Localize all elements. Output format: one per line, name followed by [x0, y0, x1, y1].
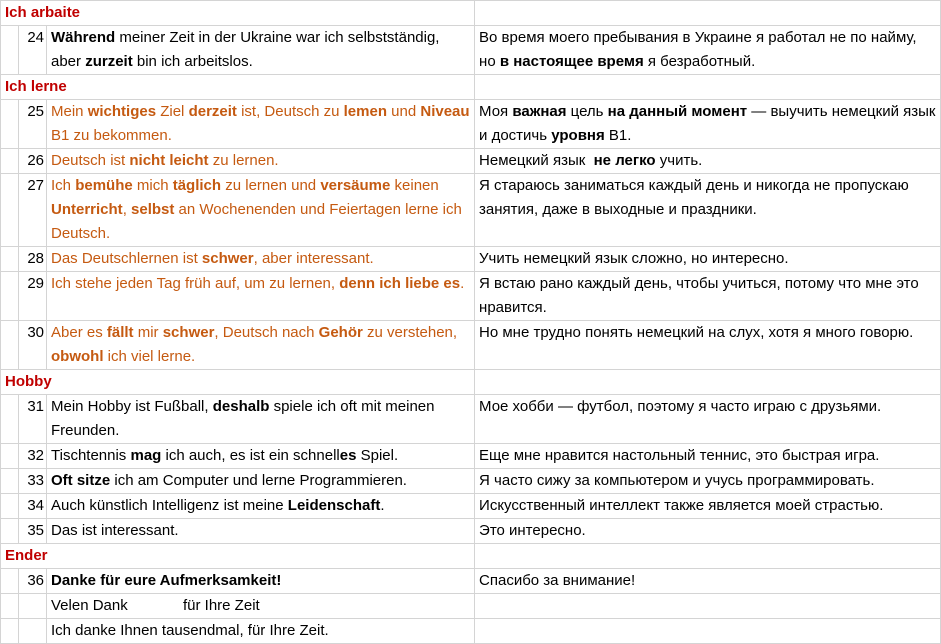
bold-word: zurzeit	[85, 53, 133, 70]
row-number[interactable]: 28	[19, 247, 47, 272]
table-row	[1, 272, 941, 321]
german-text-cell[interactable]	[47, 149, 475, 174]
table-row	[1, 247, 941, 272]
text-part: цель	[566, 103, 608, 120]
bold-word: Leidenschaft	[287, 497, 381, 514]
text-part: Tischtennis	[51, 447, 131, 464]
text-part: bin ich arbeitslos.	[132, 53, 253, 70]
section-title-ender[interactable]: Ender	[1, 544, 475, 569]
empty-cell[interactable]	[1, 494, 19, 519]
text-part: zu lernen und	[221, 177, 321, 194]
text-part: Deutsch ist	[51, 152, 130, 169]
section-title-ich-arbaite[interactable]: Ich arbaite	[1, 1, 475, 26]
row-number[interactable]: 27	[19, 174, 47, 247]
table-row	[1, 321, 941, 370]
text-part: mich	[132, 177, 173, 194]
german-text-cell[interactable]	[47, 247, 475, 272]
empty-cell[interactable]	[1, 26, 19, 75]
empty-cell[interactable]	[1, 519, 19, 544]
text-part: Das Deutschlernen ist	[51, 250, 202, 267]
german-text-cell[interactable]	[47, 26, 475, 75]
text-part: Mein	[51, 103, 88, 120]
row-number[interactable]: 35	[19, 519, 47, 544]
german-text-cell[interactable]	[47, 494, 475, 519]
russian-text-cell[interactable]: Еще мне нравится настольный теннис, это быстрая игра.	[475, 444, 941, 469]
bold-word: nicht leicht	[129, 152, 209, 169]
russian-text-cell[interactable]: Я часто сижу за компьютером и учусь программировать.	[475, 469, 941, 494]
table-row	[1, 149, 941, 174]
text-part: zu lernen.	[208, 152, 279, 169]
table-row	[1, 469, 941, 494]
bold-word: schwer	[201, 250, 254, 267]
german-text-cell[interactable]: Das ist interessant.	[47, 519, 475, 544]
text-part: Немецкий язык	[479, 152, 594, 169]
text-part: Моя	[479, 103, 513, 120]
row-number[interactable]: 29	[19, 272, 47, 321]
row-number[interactable]: 30	[19, 321, 47, 370]
empty-cell[interactable]	[1, 174, 19, 247]
bold-word: wichtiges	[87, 103, 157, 120]
german-text-cell[interactable]	[47, 272, 475, 321]
empty-cell[interactable]	[1, 594, 19, 619]
text-part: mir	[133, 324, 163, 341]
bold-word: Niveau	[420, 103, 470, 120]
text-part: und	[387, 103, 421, 120]
empty-cell[interactable]	[475, 1, 941, 26]
text-part: Spiel.	[356, 447, 399, 464]
empty-cell[interactable]	[475, 619, 941, 644]
russian-text-cell[interactable]: Учить немецкий язык сложно, но интересно.	[475, 247, 941, 272]
section-row-hobby	[1, 370, 941, 395]
russian-text-cell[interactable]: Спасибо за внимание!	[475, 569, 941, 594]
text-part: .	[380, 497, 385, 514]
text-part: Auch künstlich Intelligenz ist meine	[51, 497, 288, 514]
text-part: , aber interessant.	[253, 250, 374, 267]
german-text-cell[interactable]	[47, 395, 475, 444]
text-part: Velen Dank	[51, 597, 128, 614]
german-text-cell[interactable]	[47, 321, 475, 370]
bold-word: deshalb	[212, 398, 270, 415]
bold-word: Gehör	[318, 324, 363, 341]
text-part: keinen	[390, 177, 439, 194]
bold-word: на данный момент	[607, 103, 748, 120]
bold-word: täglich	[172, 177, 222, 194]
empty-cell[interactable]	[475, 544, 941, 569]
table-row	[1, 619, 941, 644]
text-part: an Wochenenden und Feiertagen lerne ich Deutsch.	[51, 201, 462, 242]
text-part: meiner Zeit in der Ukraine war ich selbstständig, aber	[51, 29, 440, 70]
row-number[interactable]: 34	[19, 494, 47, 519]
section-row-ich-arbaite	[1, 1, 941, 26]
text-part: .	[460, 275, 465, 292]
text-part: zu verstehen,	[362, 324, 458, 341]
empty-cell[interactable]	[1, 321, 19, 370]
german-text-cell[interactable]	[47, 594, 475, 619]
text-part: , Deutsch nach	[214, 324, 319, 341]
text-part: я безработный.	[643, 53, 756, 70]
german-text-cell[interactable]	[47, 100, 475, 149]
text-part: B1.	[604, 127, 632, 144]
empty-cell[interactable]	[1, 100, 19, 149]
russian-text-cell[interactable]: Мое хобби — футбол, поэтому я часто играю с друзьями.	[475, 395, 941, 444]
empty-cell[interactable]	[1, 247, 19, 272]
german-text-cell[interactable]	[47, 444, 475, 469]
russian-text-cell[interactable]: Но мне трудно понять немецкий на слух, хотя я много говорю.	[475, 321, 941, 370]
bold-word: selbst	[131, 201, 175, 218]
text-part: ist, Deutsch zu	[236, 103, 344, 120]
empty-cell[interactable]	[19, 619, 47, 644]
bold-word: lemen	[343, 103, 387, 120]
bold-word: Unterricht	[51, 201, 123, 218]
section-row-ich-lerne	[1, 75, 941, 100]
table-row	[1, 26, 941, 75]
table-row	[1, 569, 941, 594]
text-part: Ich stehe jeden Tag früh auf, um zu lernen,	[51, 275, 340, 292]
bold-word: denn ich liebe es	[339, 275, 461, 292]
text-part: für Ihre Zeit	[183, 597, 260, 614]
text-part: ,	[122, 201, 132, 218]
bold-word: derzeit	[188, 103, 237, 120]
empty-cell[interactable]	[19, 594, 47, 619]
row-number[interactable]: 36	[19, 569, 47, 594]
german-text-cell[interactable]: Ich danke Ihnen tausendmal, für Ihre Zeit.	[47, 619, 475, 644]
text-part: — выучить немецкий язык и достичь	[479, 103, 936, 144]
russian-text-cell[interactable]	[475, 100, 941, 149]
text-part: Aber es	[51, 324, 107, 341]
empty-cell[interactable]	[1, 444, 19, 469]
russian-text-cell[interactable]: Это интересно.	[475, 519, 941, 544]
row-number[interactable]: 24	[19, 26, 47, 75]
russian-text-cell[interactable]: Я встаю рано каждый день, чтобы учиться, потому что мне это нравится.	[475, 272, 941, 321]
text-part: ich viel lerne.	[103, 348, 196, 365]
text-part: Ziel	[156, 103, 189, 120]
table-row	[1, 494, 941, 519]
russian-text-cell[interactable]	[475, 26, 941, 75]
bold-word: не легко	[593, 152, 656, 169]
row-number[interactable]: 26	[19, 149, 47, 174]
bold-word: schwer	[162, 324, 215, 341]
text-part: ich am Computer und lerne Programmieren.	[110, 472, 407, 489]
bold-word: важная	[512, 103, 567, 120]
row-number[interactable]: 32	[19, 444, 47, 469]
russian-text-cell[interactable]: Искусственный интеллект также является моей страстью.	[475, 494, 941, 519]
section-title-ich-lerne[interactable]: Ich lerne	[1, 75, 475, 100]
bold-word: obwohl	[51, 348, 104, 365]
russian-text-cell[interactable]: Я стараюсь заниматься каждый день и никогда не пропускаю занятия, даже в выходные и праздники.	[475, 174, 941, 247]
german-text-cell[interactable]	[47, 174, 475, 247]
empty-cell[interactable]	[1, 272, 19, 321]
table-row	[1, 444, 941, 469]
empty-cell[interactable]	[1, 619, 19, 644]
empty-cell[interactable]	[1, 149, 19, 174]
table-row	[1, 174, 941, 247]
german-text-cell[interactable]	[47, 469, 475, 494]
bold-word: Danke für eure Aufmerksamkeit!	[51, 572, 282, 589]
table-row	[1, 100, 941, 149]
german-text-cell[interactable]	[47, 569, 475, 594]
table-row	[1, 519, 941, 544]
text-part: Ich	[51, 177, 76, 194]
bold-word: versäume	[320, 177, 391, 194]
section-title-hobby[interactable]: Hobby	[1, 370, 475, 395]
bold-word: bemühe	[75, 177, 133, 194]
table-row	[1, 395, 941, 444]
russian-text-cell[interactable]	[475, 149, 941, 174]
row-number[interactable]: 25	[19, 100, 47, 149]
empty-cell[interactable]	[475, 370, 941, 395]
text-part: учить.	[655, 152, 703, 169]
bold-word: es	[339, 447, 357, 464]
bold-word: fällt	[106, 324, 134, 341]
bold-word: уровня	[551, 127, 605, 144]
text-part: Mein Hobby ist Fußball,	[51, 398, 213, 415]
empty-cell[interactable]	[1, 469, 19, 494]
empty-cell[interactable]	[1, 569, 19, 594]
section-row-ender	[1, 544, 941, 569]
text-part: Во время моего пребывания в Украине я работал не по найму, но	[479, 29, 917, 70]
text-part: ich auch, es ist ein schnell	[161, 447, 340, 464]
row-number[interactable]: 31	[19, 395, 47, 444]
empty-cell[interactable]	[475, 75, 941, 100]
empty-cell[interactable]	[475, 594, 941, 619]
text-part: B1 zu bekommen.	[51, 127, 172, 144]
table-row	[1, 594, 941, 619]
bold-word: mag	[130, 447, 162, 464]
bold-word: Während	[51, 29, 116, 46]
bold-word: Oft sitze	[51, 472, 111, 489]
row-number[interactable]: 33	[19, 469, 47, 494]
bold-word: в настоящее время	[499, 53, 644, 70]
empty-cell[interactable]	[1, 395, 19, 444]
text-part: spiele ich oft mit meinen Freunden.	[51, 398, 435, 439]
